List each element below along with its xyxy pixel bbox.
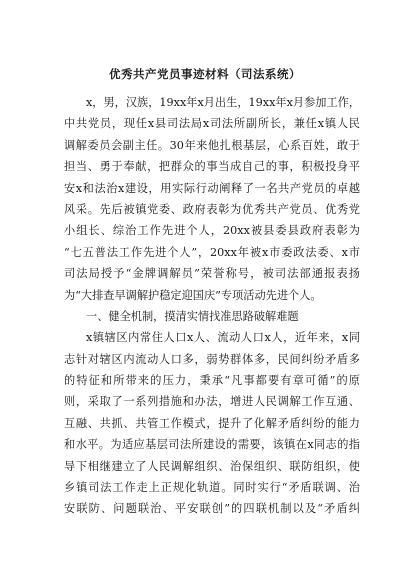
paragraph-line: 小组长、综治工作先进个人，20xx被县委县政府表彰为 (64, 224, 360, 238)
paragraph-line: “七五普法工作先进个人”，20xx年被x市委政法委、x市 (64, 245, 360, 259)
paragraph-line: 导下相继建立了人民调解组织、治保组织、联防组织，使 (64, 459, 360, 473)
paragraph-line: 调解委员会副主任。30年来他扎根基层，心系百姓，敢于 (64, 138, 360, 152)
section-heading: 一、健全机制，摸清实情找准思路破解难题 (86, 309, 299, 323)
paragraph-line: 风采。先后被镇党委、政府表彰为优秀共产党员、优秀党 (64, 202, 360, 216)
paragraph-line: 安联防、问题联治、平安联创”的四联机制以及“矛盾纠 (64, 502, 360, 516)
paragraph-line: x，男，汉族，19xx年x月出生，19xx年x月参加工作， (86, 96, 361, 109)
document-title: 优秀共产党员事迹材料（司法系统） (109, 67, 301, 81)
paragraph-line: 和水平。为适应基层司法所建设的需要，该镇在x同志的指 (64, 438, 360, 452)
paragraph-line: 的特征和所带来的压力，秉承“凡事都要有章可循”的原 (64, 374, 360, 388)
paragraph-line: 互融、共抓、共管工作模式，提升了化解矛盾纠纷的能力 (64, 416, 360, 430)
paragraph-line: 司法局授予“金牌调解员”荣誉称号，被司法部通报表扬 (64, 267, 360, 281)
paragraph-line: 安x和法治x建设，用实际行动阐释了一名共产党员的卓越 (64, 181, 360, 195)
paragraph-line: 乡镇司法工作走上正规化轨道。同时实行“矛盾联调、治 (64, 481, 360, 495)
paragraph-line: 则，采取了一系列措施和办法，增进人民调解工作互通、 (64, 395, 360, 409)
paragraph-line: 担当、勇于奉献，把群众的事当成自己的事，积极投身平 (64, 160, 360, 174)
paragraph-line: x镇辖区内常住人口x人、流动人口x人，近年来，x同 (86, 331, 360, 345)
document-body (64, 92, 360, 520)
paragraph-line: 为“大排查早调解护稳定迎国庆”专项活动先进个人。 (64, 288, 322, 302)
paragraph-line: 中共党员，现任x县司法局x司法所副所长，兼任x镇人民 (64, 117, 360, 131)
paragraph-line: 志针对辖区内流动人口多，弱势群体多，民间纠纷矛盾多 (64, 352, 360, 366)
